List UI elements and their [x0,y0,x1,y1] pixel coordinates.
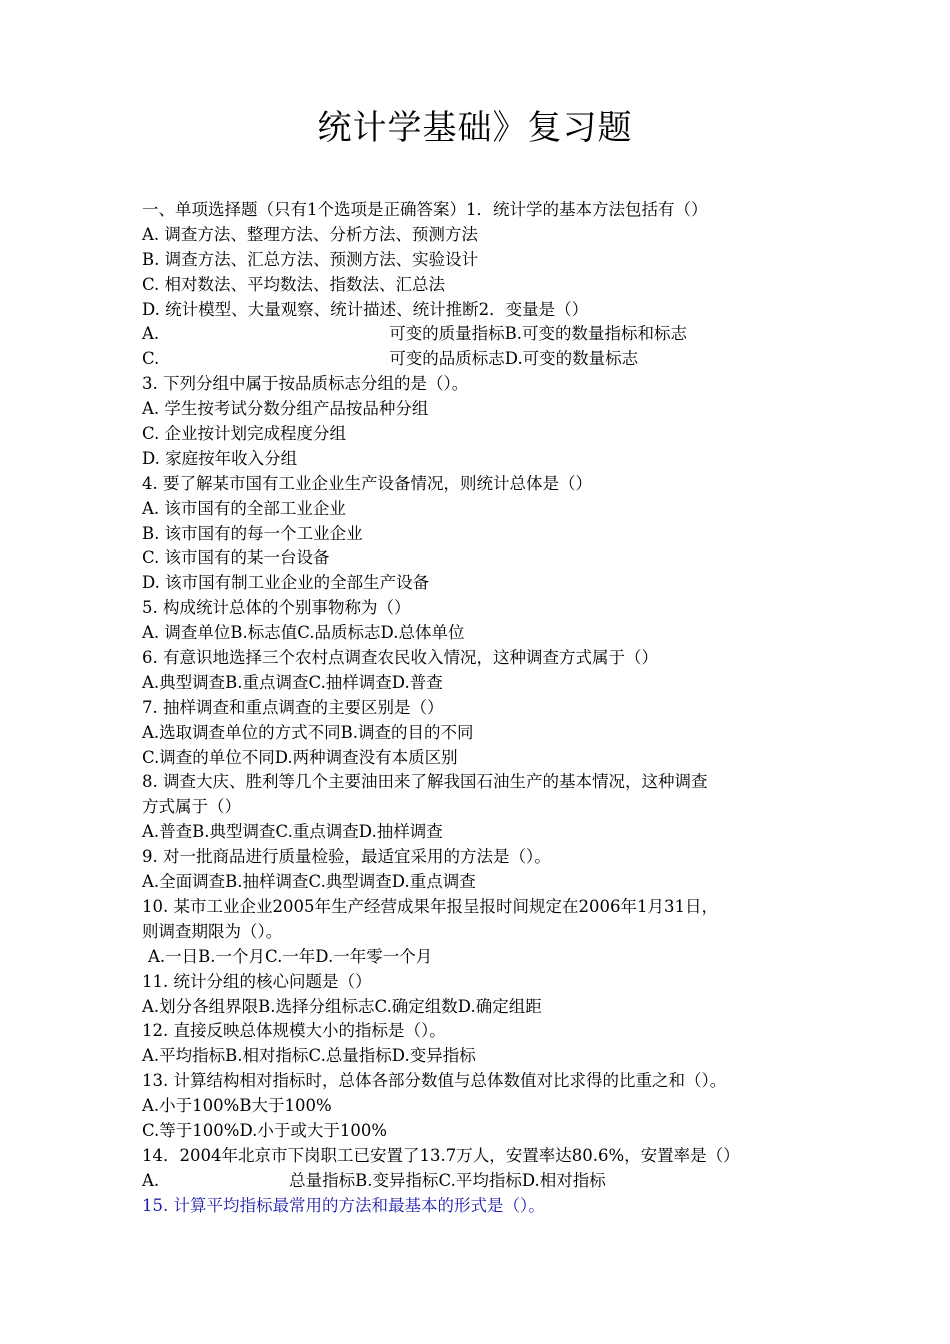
q4-option-d: D. 该市国有制工业企业的全部生产设备 [142,573,430,593]
q1-option-a: A. 调查方法、整理方法、分析方法、预测方法 [142,224,478,244]
q8-options: A.普查B.典型调查C.重点调查D.抽样调查 [142,822,443,842]
q6-options: A.典型调查B.重点调查C.抽样调查D.普查 [142,672,443,692]
q4-stem: 4. 要了解某市国有工业企业生产设备情况，则统计总体是（） [142,473,592,493]
question-list [142,198,832,1219]
q10-stem-1: 10. 某市工业企业2005年生产经营成果年报呈报时间规定在2006年1月31日， [142,896,718,916]
q6-stem: 6. 有意识地选择三个农村点调查农民收入情况，这种调查方式属于（） [142,648,658,668]
q3-stem: 3. 下列分组中属于按品质标志分组的是（）。 [142,374,469,394]
q11-stem: 11. 统计分组的核心问题是（） [142,971,372,991]
q2-options-cd-text: 可变的品质标志D.可变的数量标志 [389,349,639,369]
q1-option-d-q2: D. 统计模型、大量观察、统计描述、统计推断2．变量是（） [142,299,589,319]
q1-option-c: C. 相对数法、平均数法、指数法、汇总法 [142,274,446,294]
q14-option-a-letter: A. [142,1170,160,1190]
section-heading-q1: 一、单项选择题（只有1个选项是正确答案）1．统计学的基本方法包括有（） [142,200,708,219]
q2-options-ab-text: 可变的质量指标B.可变的数量指标和标志 [389,324,688,344]
q15-stem [142,1194,832,1219]
q2-option-a-letter: A. [142,324,160,344]
q7-stem: 7. 抽样调查和重点调查的主要区别是（） [142,697,444,717]
q14-options [142,1169,832,1194]
q2-option-c-letter: C. [142,349,160,369]
q12-options: A.平均指标B.相对指标C.总量指标D.变异指标 [142,1046,476,1066]
q2-options-cd [142,347,832,372]
q8-stem-1: 8. 调查大庆、胜利等几个主要油田来了解我国石油生产的基本情况，这种调查 [142,772,708,792]
q2-options-ab [142,322,832,347]
q14-stem: 14．2004年北京市下岗职工已安置了13.7万人，安置率达80.6%，安置率是（） [142,1145,740,1165]
q15-text: 计算平均指标最常用的方法和最基本的形式是（）。 [173,1195,545,1215]
q7-options-cd: C.调查的单位不同D.两种调查没有本质区别 [142,747,458,767]
q3-option-d: D. 家庭按年收入分组 [142,448,298,468]
q13-stem: 13. 计算结构相对指标时，总体各部分数值与总体数值对比求得的比重之和（）。 [142,1071,727,1091]
q10-options: A.一日B.一个月C.一年D.一年零一个月 [148,946,433,966]
q4-option-b: B. 该市国有的每一个工业企业 [142,523,363,543]
q3-option-c: C. 企业按计划完成程度分组 [142,424,347,444]
q5-options: A. 调查单位B.标志值C.品质标志D.总体单位 [142,623,465,643]
q1-option-b: B. 调查方法、汇总方法、预测方法、实验设计 [142,249,479,269]
q13-options-cd: C.等于100%D.小于或大于100% [142,1120,388,1140]
q11-options: A.划分各组界限B.选择分组标志C.确定组数D.确定组距 [142,996,542,1016]
q14-options-text: 总量指标B.变异指标C.平均指标D.相对指标 [289,1170,606,1190]
q5-stem: 5. 构成统计总体的个别事物称为（） [142,598,411,618]
q9-options: A.全面调查B.抽样调查C.典型调查D.重点调查 [142,872,476,892]
q4-option-a: A. 该市国有的全部工业企业 [142,498,346,518]
q8-stem-2: 方式属于（） [142,797,241,817]
q9-stem: 9. 对一批商品进行质量检验，最适宜采用的方法是（）。 [142,847,551,867]
q7-options-ab: A.选取调查单位的方式不同B.调查的目的不同 [142,722,474,742]
q10-stem-2: 则调查期限为（）。 [142,921,283,941]
q13-options-ab: A.小于100%B大于100% [142,1096,332,1116]
q3-options-ab: A. 学生按考试分数分组产品按品种分组 [142,399,429,419]
q12-stem: 12. 直接反映总体规模大小的指标是（）。 [142,1021,446,1041]
page-title: 统计学基础》复习题 [317,108,633,148]
q15-number: 15. [142,1195,169,1215]
q4-option-c: C. 该市国有的某一台设备 [142,548,330,568]
